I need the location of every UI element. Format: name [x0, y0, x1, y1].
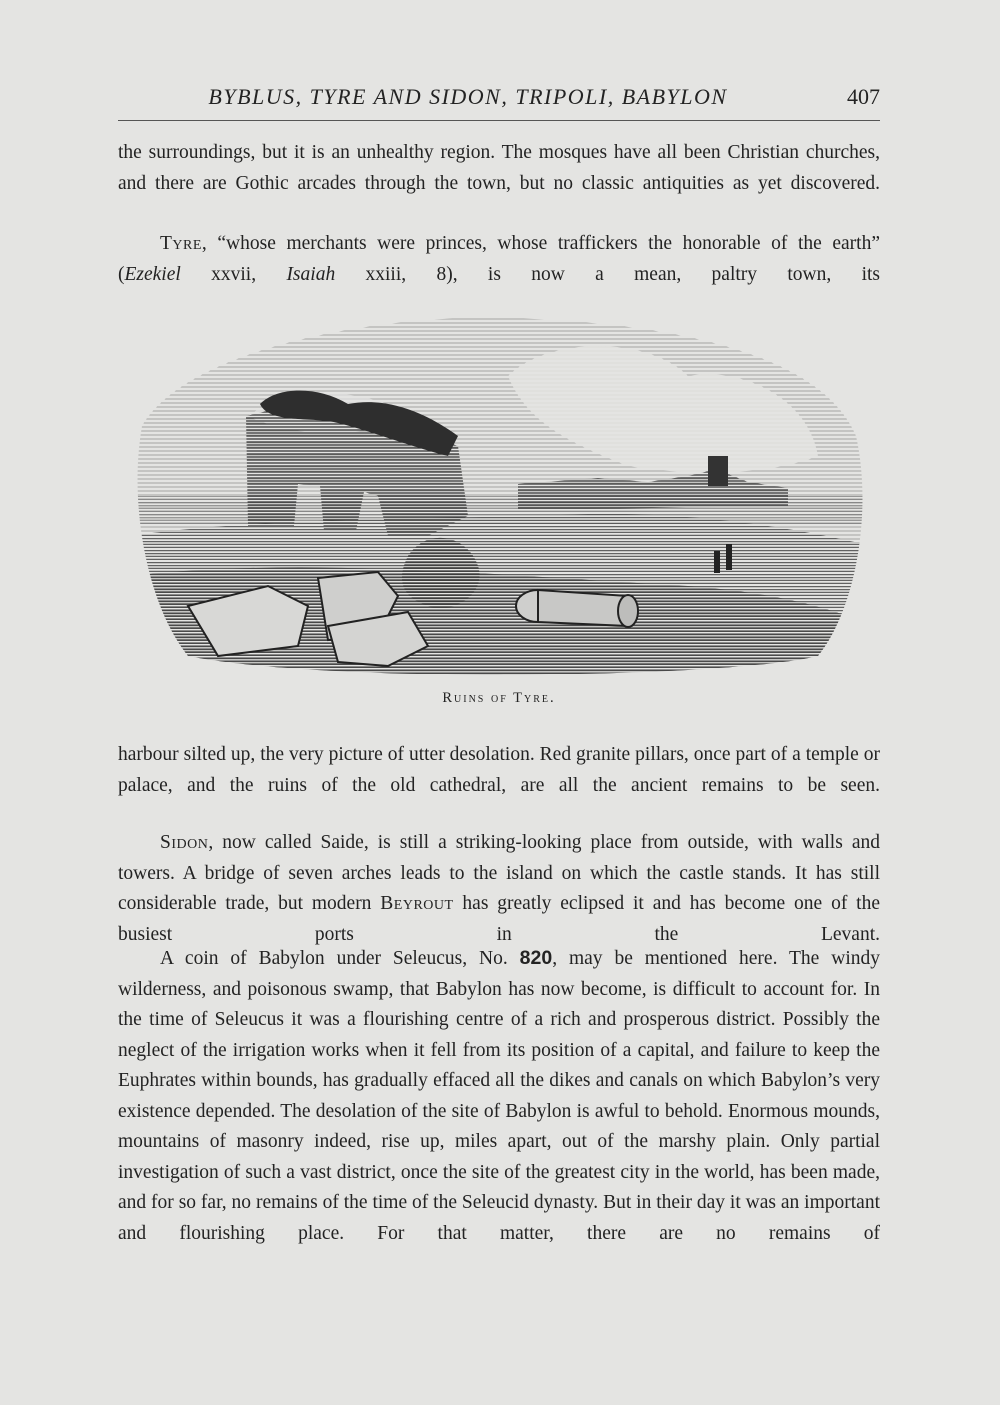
paragraph-text: xxiii, 8), is now a mean, paltry town, its [335, 263, 880, 285]
paragraph-text: xxvii, [180, 263, 287, 285]
paragraph-harbour [118, 740, 880, 801]
paragraph-surroundings [118, 138, 880, 199]
paragraph-text: , may be mentioned here. The windy wilderness, and poisonous swamp, that Babylon has now become, is difficult to account for. In the time of Seleucus it was a flourishing centre of a rich and prosperous district. Possibly the neglect of the irrigation works when it fell from its position of a capital, and failure to keep the Euphrates within bounds, has gradually effaced all the dikes and canals on which Babylon’s very existence depended. The desolation of the site of Babylon is awful to behold. Enormous mounds, mountains of masonry indeed, rise up, miles apart, out of the marshy plain. Only partial investigation of such a vast district, once the site of the greatest city in the world, has been made, and for so far, no remains of the time of the Seleucid dynasty. But in their day it was an important and flourishing place. For that matter, there are no remains of [118, 948, 881, 1244]
running-title: BYBLUS, TYRE AND SIDON, TRIPOLI, BABYLON [208, 84, 728, 109]
figure-caption: Ruins of Tyre. [442, 690, 556, 706]
paragraph-text: harbour silted up, the very picture of utter desolation. Red granite pillars, once part of a temple or palace, and the ruins of the old cathedral, are all the ancient remains to be seen. [118, 744, 880, 796]
paragraph-text: has greatly eclipsed it and has become one of the busiest ports in the Levant. [118, 893, 880, 945]
paragraph-text: , now called Saide, is still a striking-looking place from outside, with walls and towers. A bridge of seven arches leads to the island on which the castle stands. It has still considerable trade, but modern [118, 832, 880, 914]
paragraph-text: the surroundings, but it is an unhealthy region. The mosques have all been Christian churches, and there are Gothic arcades through the town, but no classic antiquities as yet discovered. [118, 142, 880, 194]
header-rule [118, 120, 880, 121]
coin-number: 820 [519, 947, 553, 969]
paragraph-text: A coin of Babylon under Seleucus, No. [160, 948, 520, 969]
paragraph-sidon [118, 828, 880, 950]
engraving-ruins-of-tyre [128, 306, 872, 690]
paragraph-babylon [118, 943, 880, 1249]
reference-ezekiel: Ezekiel [124, 263, 181, 285]
paragraph-tyre [118, 229, 880, 290]
paragraph-text: , “whose merchants were princes, whose traffickers the honorable of the earth” ( [118, 233, 880, 285]
place-name-tyre: Tyre [160, 233, 202, 254]
page-number: 407 [847, 84, 880, 109]
reference-isaiah: Isaiah [286, 263, 336, 285]
place-name-beyrout: Beyrout [380, 893, 454, 914]
place-name-sidon: Sidon [160, 832, 209, 853]
running-head [118, 84, 880, 114]
